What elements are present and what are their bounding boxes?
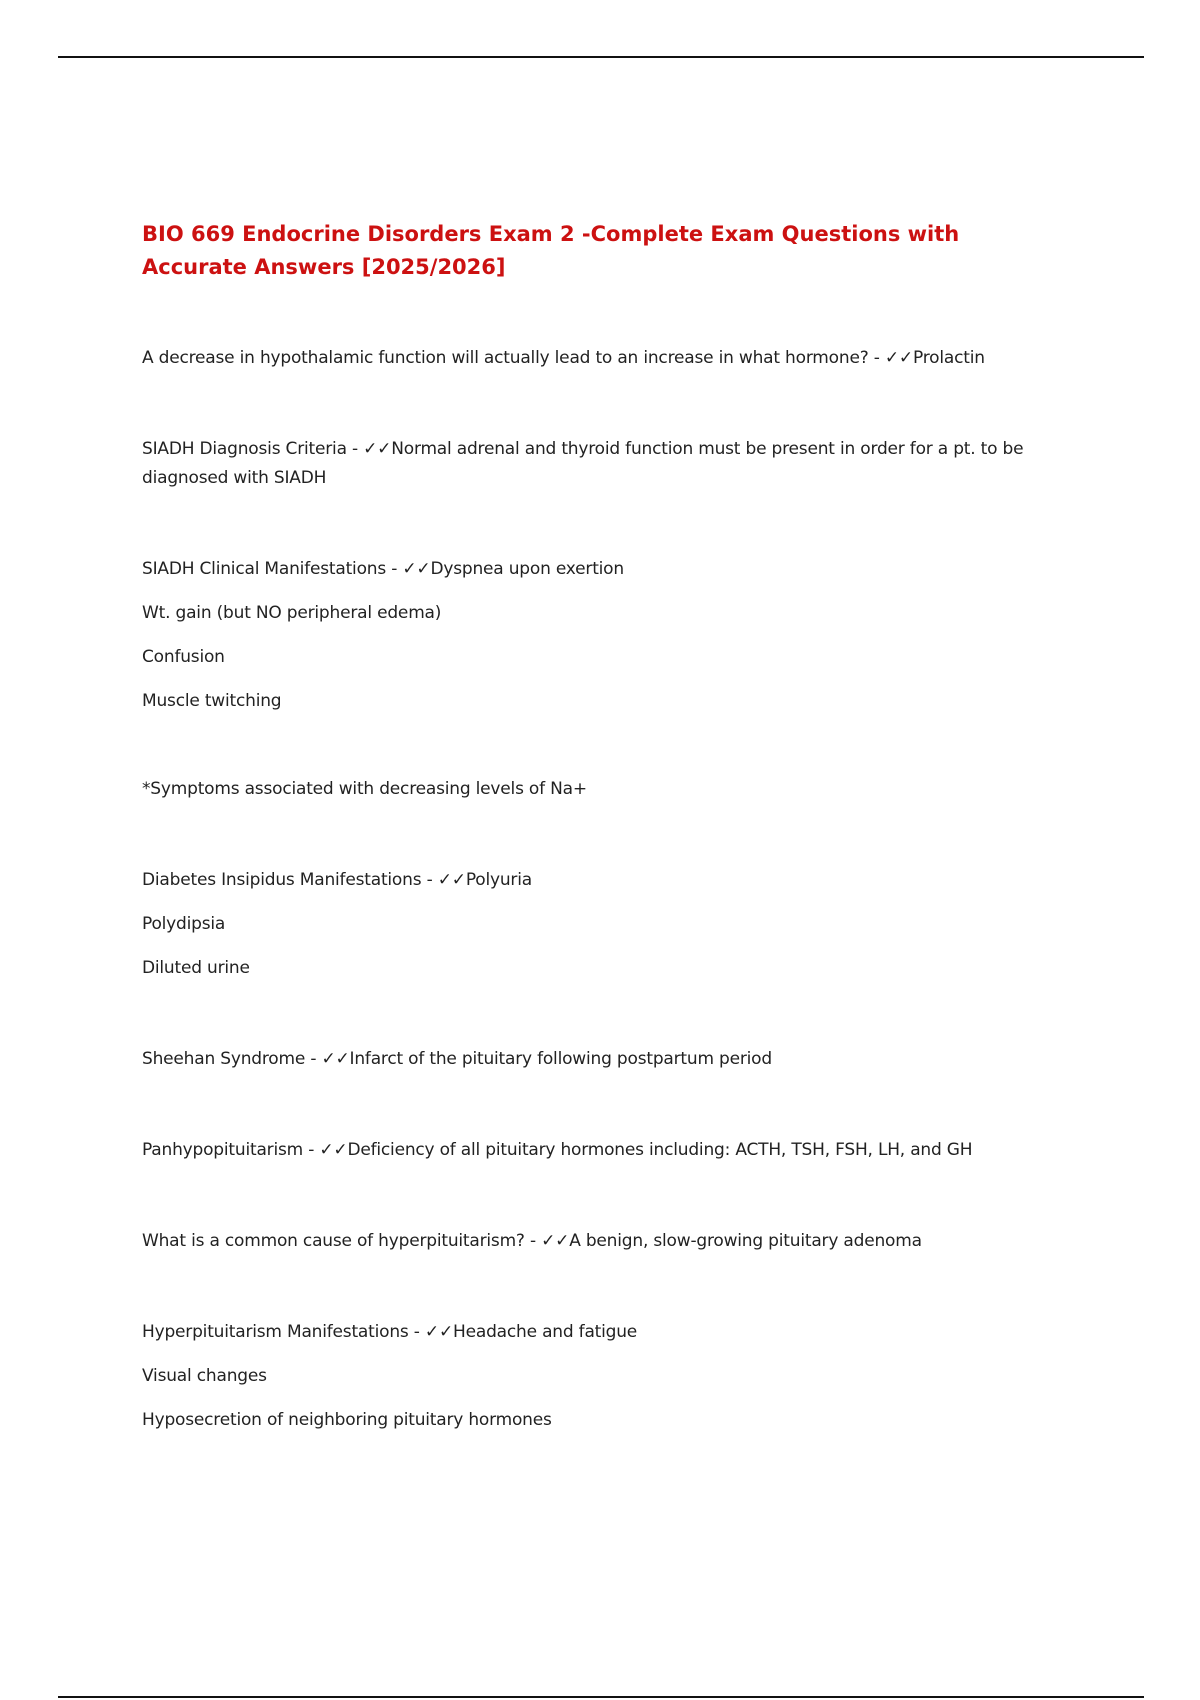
answer-line: Muscle twitching <box>142 691 282 711</box>
check-mark-icon: ✓✓ <box>402 559 431 579</box>
qa-first-line <box>142 1045 1062 1074</box>
qa-item <box>142 344 1062 373</box>
answer-note: *Symptoms associated with decreasing levels of Na+ <box>142 779 587 799</box>
separator: - <box>421 870 438 890</box>
question-text: Sheehan Syndrome <box>142 1049 306 1069</box>
answer-text: Polyuria <box>465 870 532 890</box>
qa-item <box>142 866 1062 983</box>
answer-line: Visual changes <box>142 1366 267 1386</box>
qa-item <box>142 435 1062 493</box>
separator: - <box>346 439 364 459</box>
qa-item <box>142 555 1062 804</box>
separator: - <box>524 1231 542 1251</box>
answer-line: Diluted urine <box>142 958 250 978</box>
qa-first-line <box>142 1136 1062 1165</box>
answer-text: Dyspnea upon exertion <box>430 559 624 579</box>
bottom-rule <box>58 1696 1144 1698</box>
document-title: BIO 669 Endocrine Disorders Exam 2 -Complete Exam Questions with Accurate Answers [2025/2026] <box>142 222 960 279</box>
answer-line: Confusion <box>142 647 225 667</box>
question-text: Hyperpituitarism Manifestations <box>142 1322 409 1342</box>
question-text: SIADH Clinical Manifestations <box>142 559 387 579</box>
question-text: What is a common cause of hyperpituitarism? <box>142 1231 525 1251</box>
answer-line: Hyposecretion of neighboring pituitary hormones <box>142 1410 552 1430</box>
question-text: SIADH Diagnosis Criteria <box>142 439 347 459</box>
top-rule <box>58 56 1144 58</box>
question-text: Panhypopituitarism <box>142 1140 303 1160</box>
answer-line: Wt. gain (but NO peripheral edema) <box>142 603 442 623</box>
separator: - <box>868 348 885 368</box>
answer-text: Prolactin <box>912 348 985 368</box>
check-mark-icon: ✓✓ <box>884 348 913 368</box>
answer-text: Infarct of the pituitary following postpartum period <box>349 1049 772 1069</box>
question-text: Diabetes Insipidus Manifestations <box>142 870 422 890</box>
answer-text: Headache and fatigue <box>453 1322 638 1342</box>
qa-first-line <box>142 435 1062 493</box>
qa-first-line <box>142 1227 1062 1256</box>
check-mark-icon: ✓✓ <box>363 439 392 459</box>
answer-text: Normal adrenal and thyroid function must be present in order for a pt. to be diagnosed with SIADH <box>142 439 1024 488</box>
qa-item <box>142 1136 1062 1165</box>
qa-first-line <box>142 866 1062 895</box>
separator: - <box>386 559 403 579</box>
qa-item <box>142 1318 1062 1435</box>
qa-first-line <box>142 555 1062 584</box>
check-mark-icon: ✓✓ <box>541 1231 570 1251</box>
separator: - <box>305 1049 322 1069</box>
qa-item <box>142 1045 1062 1074</box>
check-mark-icon: ✓✓ <box>319 1140 348 1160</box>
question-text: A decrease in hypothalamic function will actually lead to an increase in what hormone? <box>142 348 869 368</box>
separator: - <box>408 1322 425 1342</box>
check-mark-icon: ✓✓ <box>321 1049 350 1069</box>
document-body <box>142 218 1062 1497</box>
check-mark-icon: ✓✓ <box>437 870 466 890</box>
qa-first-line <box>142 344 1062 373</box>
answer-line: Polydipsia <box>142 914 226 934</box>
qa-item <box>142 1227 1062 1256</box>
separator: - <box>303 1140 320 1160</box>
answer-text: Deficiency of all pituitary hormones including: ACTH, TSH, FSH, LH, and GH <box>347 1140 973 1160</box>
qa-first-line <box>142 1318 1062 1347</box>
check-mark-icon: ✓✓ <box>424 1322 454 1342</box>
answer-text: A benign, slow-growing pituitary adenoma <box>569 1231 922 1251</box>
qa-list <box>142 344 1062 1435</box>
